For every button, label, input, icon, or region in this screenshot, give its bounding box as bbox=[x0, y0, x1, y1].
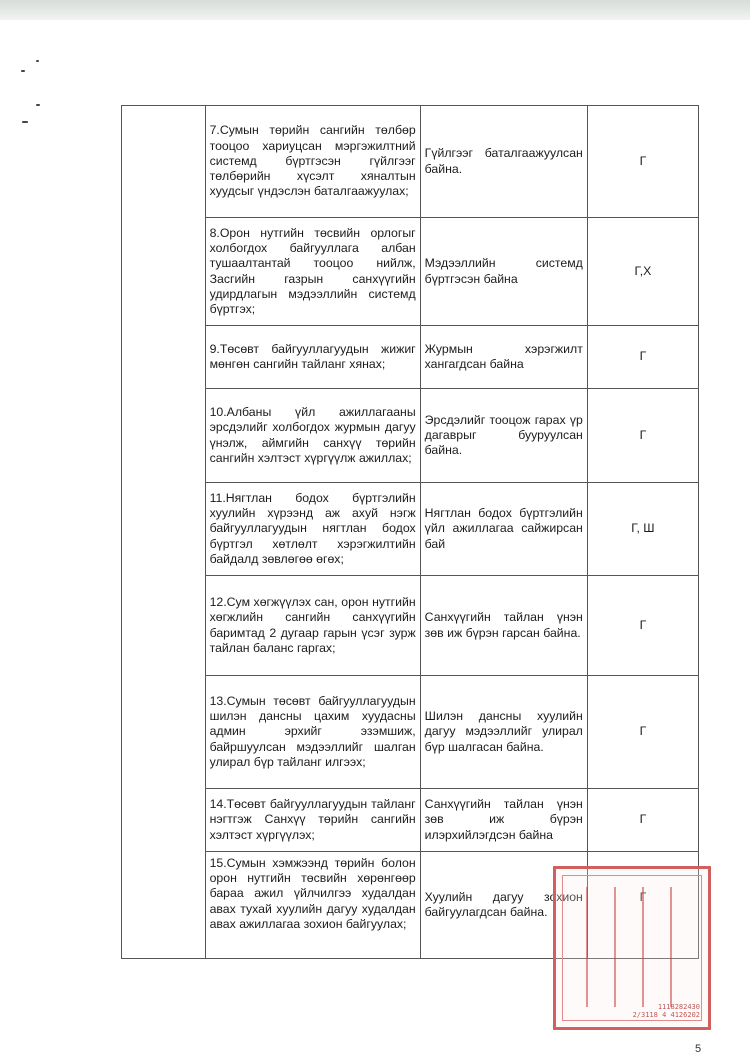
stamp-numbers bbox=[633, 1003, 700, 1019]
task-cell: 11.Нягтлан бодох бүртгэлийн хуулийн хүрээнд аж ахуй нэгж байгууллагуудын нягтлан бодох бүртгэл хөтлөлт хэрэгжилтийн байдалд зөвлөгөө өгөх; bbox=[205, 483, 420, 576]
scan-speck bbox=[21, 70, 25, 72]
code-cell: Г bbox=[587, 789, 698, 852]
stamp-script-line bbox=[670, 887, 690, 1007]
result-cell: Журмын хэрэгжилт хангагдсан байна bbox=[420, 326, 587, 389]
scan-top-band bbox=[0, 0, 750, 20]
task-cell: 13.Сумын төсөвт байгууллагуудын шилэн дансны цахим хуудасны админ эрхийг эзэмшиж, байршуулсан мэдээллийг шалган улирал бүр тайланг илгээх; bbox=[205, 676, 420, 789]
page-number: 5 bbox=[695, 1043, 702, 1055]
table-row bbox=[122, 106, 699, 218]
stamp-script-line bbox=[642, 887, 662, 1007]
table-row bbox=[122, 676, 699, 789]
task-table bbox=[121, 105, 699, 959]
task-cell: 14.Төсөвт байгууллагуудын тайланг нэгтгэж Санхүү төрийн сангийн хэлтэст хүргүүлэх; bbox=[205, 789, 420, 852]
task-cell: 15.Сумын хэмжээнд төрийн болон орон нутгийн төсвийн хөрөнгөөр бараа ажил үйлчилгээ худалдан авах тухай хуулийн дагуу худалдан авах ажиллагаа зохион байгуулах; bbox=[205, 852, 420, 959]
code-cell: Г bbox=[587, 852, 698, 959]
table-row bbox=[122, 576, 699, 676]
result-cell: Нягтлан бодох бүртгэлийн үйл ажиллагаа сайжирсан бай bbox=[420, 483, 587, 576]
code-cell: Г bbox=[587, 326, 698, 389]
result-cell: Шилэн дансны хуулийн дагуу мэдээллийг улирал бүр шалгасан байна. bbox=[420, 676, 587, 789]
result-cell: Мэдээллийн системд бүртгэсэн байна bbox=[420, 218, 587, 326]
result-cell: Хуулийн дагуу зохион байгуулагдсан байна. bbox=[420, 852, 587, 959]
empty-left-cell bbox=[122, 106, 206, 959]
stamp-number: 2/3118 4 4126202 bbox=[632, 1011, 700, 1019]
table-row bbox=[122, 218, 699, 326]
scan-speck bbox=[36, 60, 39, 62]
task-cell: 10.Албаны үйл ажиллагааны эрсдэлийг холбогдох журмын дагуу үнэлж, аймгийн санхүү төрийн сангийн хэлтэст хүргүүлж ажиллах; bbox=[205, 389, 420, 483]
code-cell: Г bbox=[587, 106, 698, 218]
table-row bbox=[122, 389, 699, 483]
scan-speck bbox=[36, 104, 40, 106]
task-cell: 7.Сумын төрийн сангийн төлбөр тооцоо хариуцсан мэргэжилтний системд бүртгэсэн гүйлгээг төлбөрийн хүсэлт хяналтын хуудсыг үндэслэн баталгаажуулах; bbox=[205, 106, 420, 218]
result-cell: Эрсдэлийг тооцож гарах үр дагаврыг бууруулсан байна. bbox=[420, 389, 587, 483]
official-stamp bbox=[553, 866, 711, 1030]
result-cell: Санхүүгийн тайлан үнэн зөв иж бүрэн гарсан байна. bbox=[420, 576, 587, 676]
table-row bbox=[122, 789, 699, 852]
stamp-script-line bbox=[586, 887, 606, 1007]
code-cell: Г bbox=[587, 576, 698, 676]
task-cell: 9.Төсөвт байгууллагуудын жижиг мөнгөн сангийн тайланг хянах; bbox=[205, 326, 420, 389]
code-cell: Г,Х bbox=[587, 218, 698, 326]
result-cell: Гүйлгээг баталгаажуулсан байна. bbox=[420, 106, 587, 218]
stamp-script-line bbox=[614, 887, 634, 1007]
scan-speck bbox=[22, 121, 28, 123]
result-cell: Санхүүгийн тайлан үнэн зөв иж бүрэн илэрхийлэгдсэн байна bbox=[420, 789, 587, 852]
code-cell: Г, Ш bbox=[587, 483, 698, 576]
code-cell: Г bbox=[587, 389, 698, 483]
task-cell: 12.Сум хөгжүүлэх сан, орон нутгийн хөгжлийн сангийн санхүүгийн баримтад 2 дугаар гарын үсэг зурж тайлан баланс гаргах; bbox=[205, 576, 420, 676]
task-cell: 8.Орон нутгийн төсвийн орлогыг холбогдох байгууллага албан тушаалтантай тооцоо нийлж, Засгийн газрын санхүүгийн удирдлагын мэдээллийн системд бүртгэх; bbox=[205, 218, 420, 326]
code-cell: Г bbox=[587, 676, 698, 789]
table-row bbox=[122, 326, 699, 389]
stamp-number: 1118282430 bbox=[657, 1003, 700, 1011]
table-row bbox=[122, 483, 699, 576]
